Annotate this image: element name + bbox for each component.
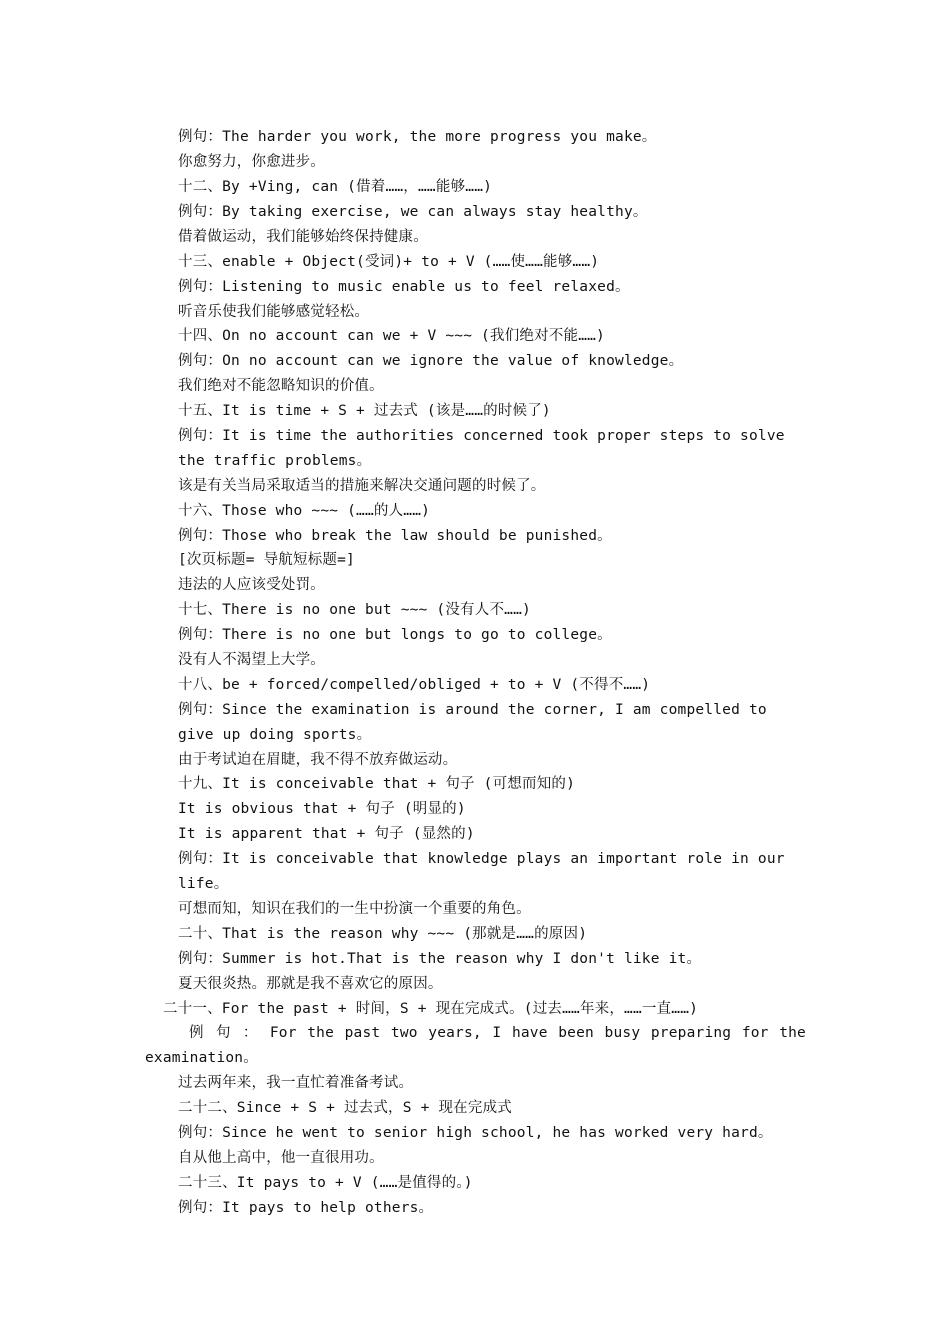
text-line: 例句：It is conceivable that knowledge plays an important role in our [178, 851, 785, 867]
text-line: 违法的人应该受处罚。 [178, 577, 325, 593]
text-line: 没有人不渴望上大学。 [178, 652, 325, 668]
section-heading-15: 十五、It is time + S + 过去式 (该是……的时候了) [178, 403, 551, 419]
text-line: 由于考试迫在眉睫，我不得不放弃做运动。 [178, 752, 458, 768]
text-line: 例句：Summer is hot.That is the reason why I don't like it。 [178, 951, 702, 967]
text-line: 过去两年来，我一直忙着准备考试。 [178, 1075, 414, 1091]
section-heading-17: 十七、There is no one but ~~~ (没有人不……) [178, 602, 531, 618]
text-line: 例句：Listening to music enable us to feel relaxed。 [178, 279, 630, 295]
text-line: 我们绝对不能忽略知识的价值。 [178, 378, 384, 394]
text-line: It is apparent that + 句子 (显然的) [178, 826, 475, 842]
section-heading-12: 十二、By +Ving, can (借着……，……能够……) [178, 179, 493, 195]
text-line: 借着做运动，我们能够始终保持健康。 [178, 229, 428, 245]
text-line: give up doing sports。 [178, 727, 372, 743]
section-heading-21: 二十一、For the past + 时间，S + 现在完成式。(过去……年来，……一直……) [163, 1001, 699, 1017]
text-line: 例句：It is time the authorities concerned took proper steps to solve [178, 428, 785, 444]
text-line: 可想而知，知识在我们的一生中扮演一个重要的角色。 [178, 901, 531, 917]
text-line: 该是有关当局采取适当的措施来解决交通问题的时候了。 [178, 478, 546, 494]
text-line: the traffic problems。 [178, 453, 372, 469]
text-line: 听音乐使我们能够感觉轻松。 [178, 304, 370, 320]
text-line: 例 句 ： For the past two years, I have been busy preparing for the [189, 1025, 806, 1041]
section-heading-19: 十九、It is conceivable that + 句子 (可想而知的) [178, 776, 576, 792]
text-line: 夏天很炎热。那就是我不喜欢它的原因。 [178, 976, 443, 992]
text-line: life。 [178, 876, 229, 892]
section-heading-20: 二十、That is the reason why ~~~ (那就是……的原因) [178, 926, 588, 942]
text-line: 你愈努力，你愈进步。 [178, 154, 325, 170]
text-line: 自从他上高中，他一直很用功。 [178, 1150, 384, 1166]
section-heading-18: 十八、be + forced/compelled/obliged + to + V (不得不……) [178, 677, 651, 693]
section-heading-22: 二十二、Since + S + 过去式，S + 现在完成式 [178, 1100, 512, 1116]
section-heading-14: 十四、On no account can we + V ~~~ (我们绝对不能……) [178, 328, 605, 344]
text-line: examination。 [145, 1050, 258, 1066]
text-line: 例句：The harder you work, the more progress you make。 [178, 129, 657, 145]
section-heading-16: 十六、Those who ~~~ (……的人……) [178, 503, 431, 519]
text-line: 例句：There is no one but longs to go to college。 [178, 627, 612, 643]
text-line: 例句：On no account can we ignore the value of knowledge。 [178, 353, 684, 369]
text-line: 例句：Since the examination is around the corner, I am compelled to [178, 702, 767, 718]
page-title-marker: [次页标题= 导航短标题=] [178, 552, 355, 568]
section-heading-13: 十三、enable + Object(受词)+ to + V (……使……能够……) [178, 254, 600, 270]
text-line: 例句：It pays to help others。 [178, 1200, 434, 1216]
text-line: 例句：By taking exercise, we can always stay healthy。 [178, 204, 648, 220]
section-heading-23: 二十三、It pays to + V (……是值得的。) [178, 1175, 473, 1191]
text-line: 例句：Those who break the law should be punished。 [178, 528, 612, 544]
text-line: 例句：Since he went to senior high school, he has worked very hard。 [178, 1125, 773, 1141]
text-line: It is obvious that + 句子 (明显的) [178, 801, 466, 817]
